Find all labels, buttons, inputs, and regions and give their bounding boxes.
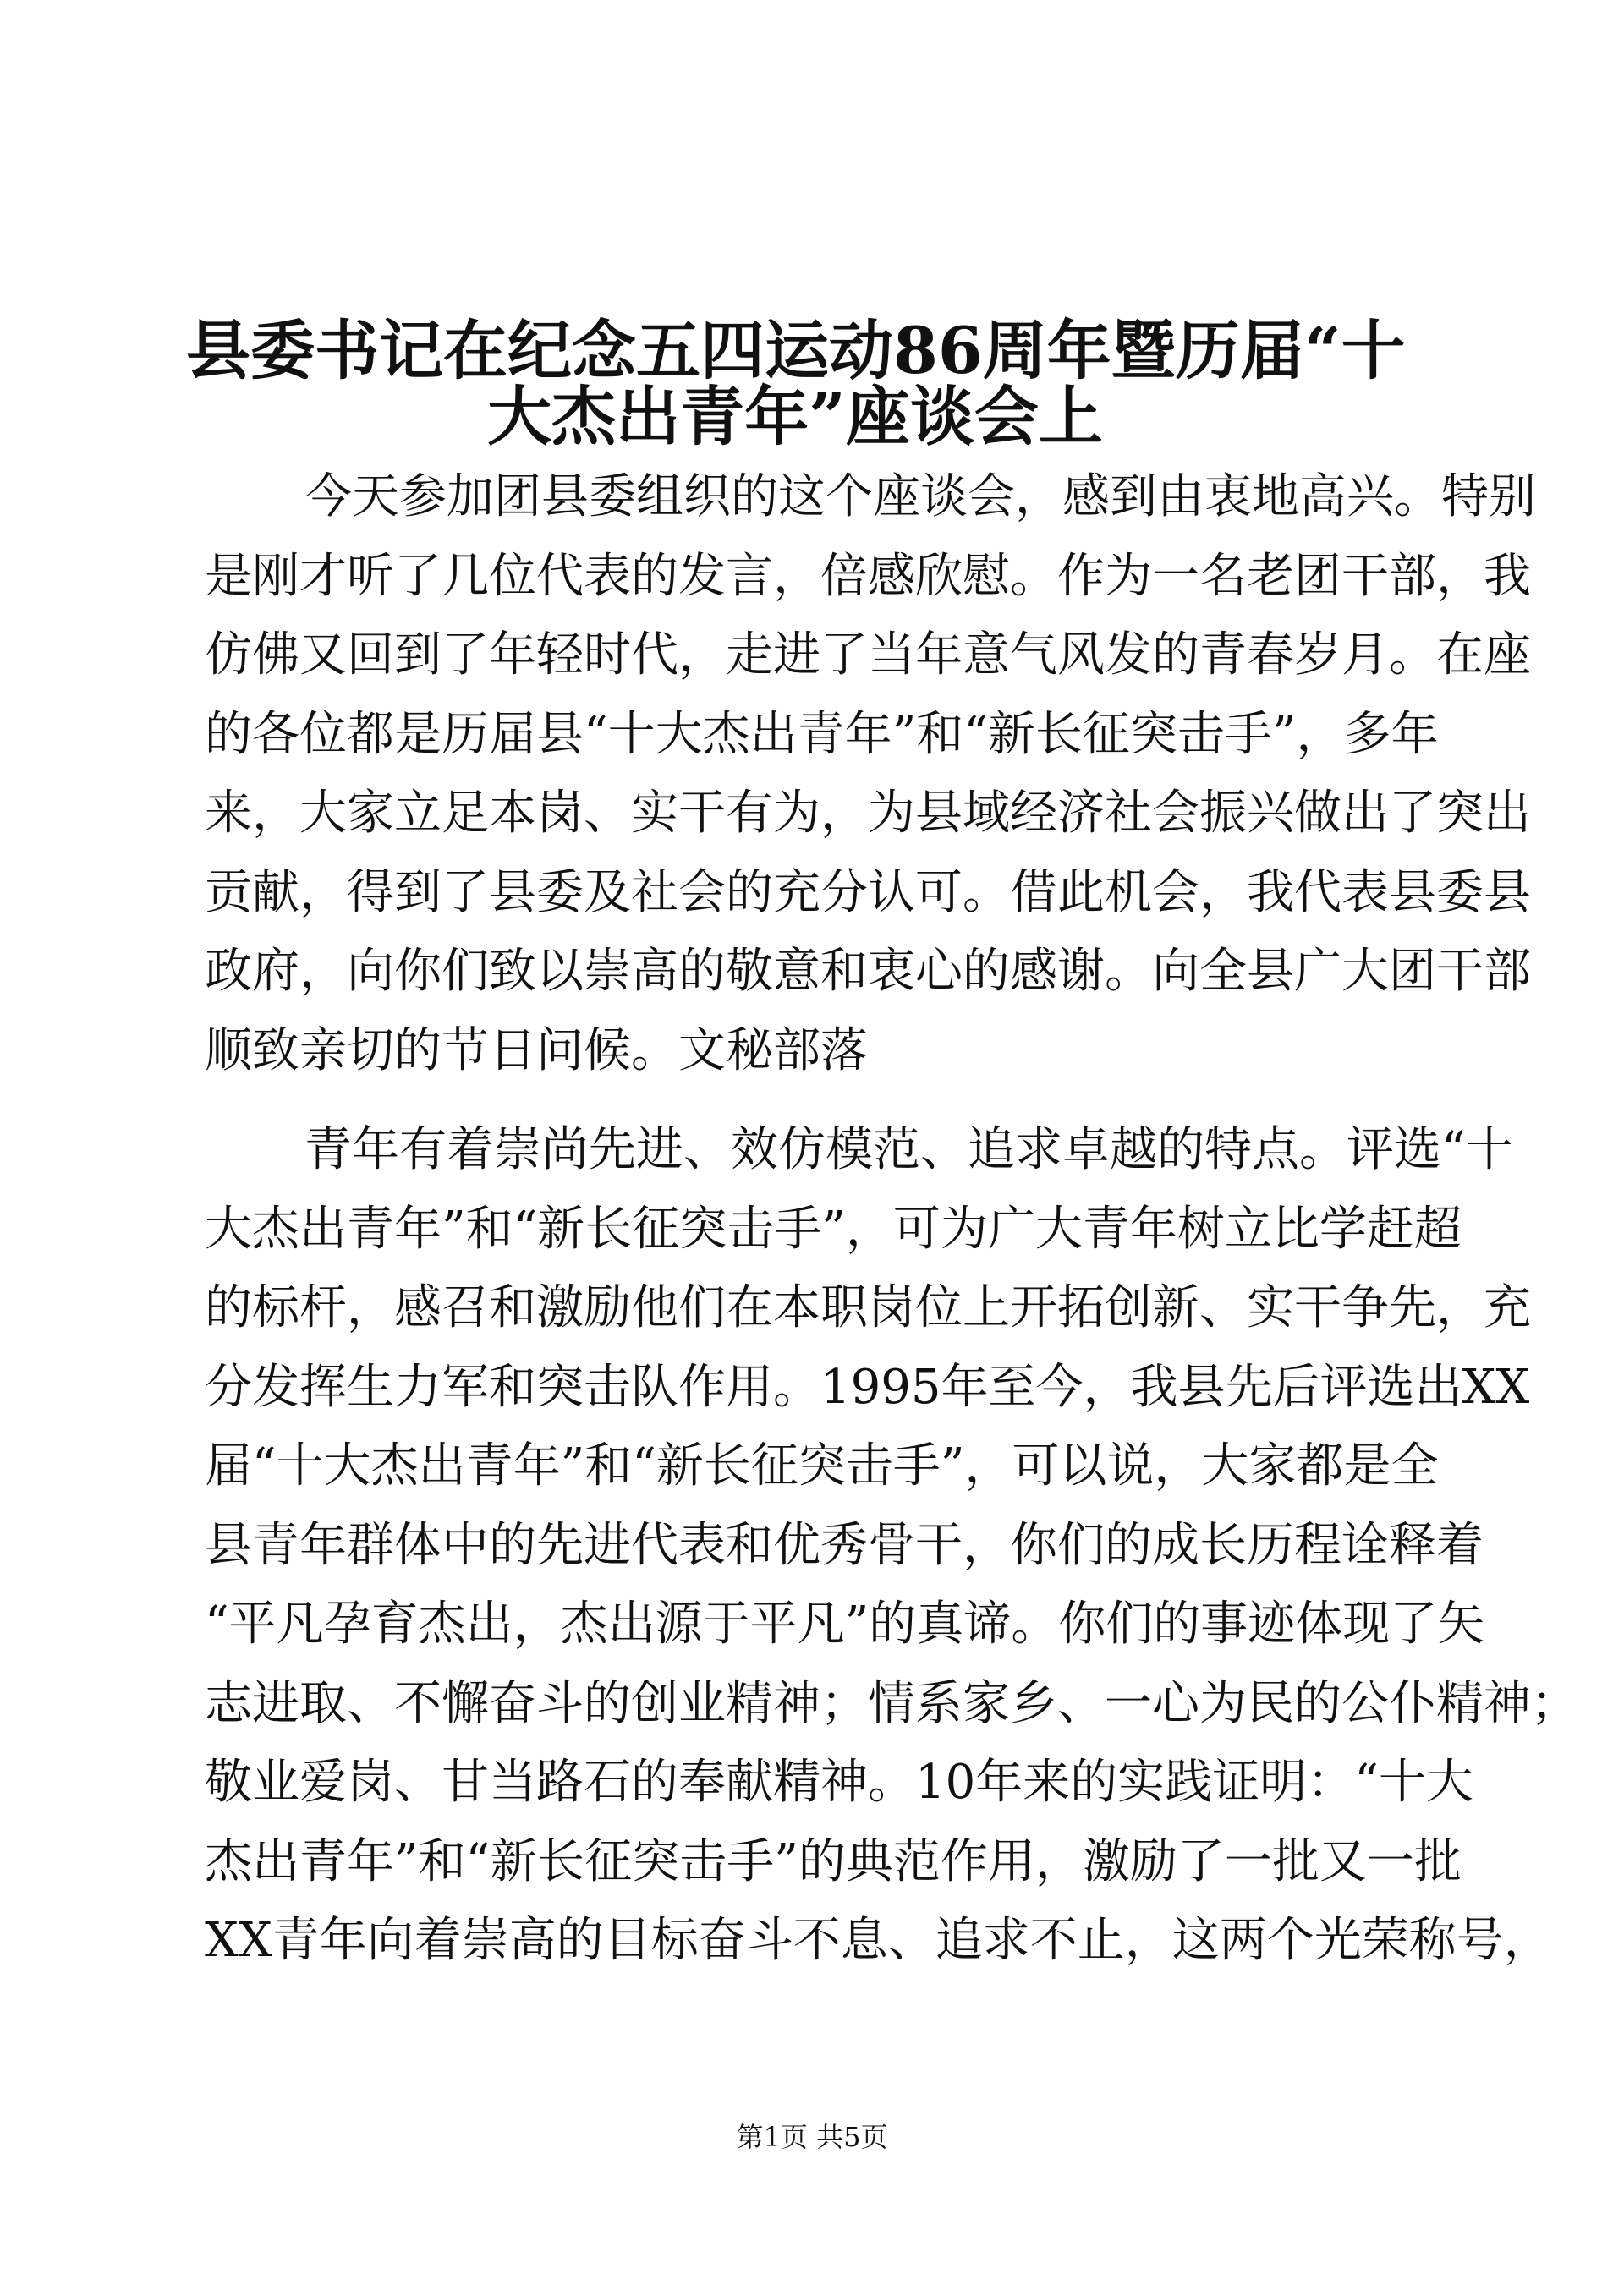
body-text-line: 是刚才听了几位代表的发言，倍感欣慰。作为一名老团干部，我 (205, 548, 1531, 604)
body-text-line: 的标杆，感召和激励他们在本职岗位上开拓创新、实干争先，充 (205, 1280, 1531, 1335)
body-text-line: 届“十大杰出青年”和“新长征突击手”，可以说，大家都是全 (205, 1438, 1439, 1493)
body-text-line: 杰出青年”和“新长征突击手”的典范作用，激励了一批又一批 (205, 1833, 1462, 1889)
body-text-line: XX青年向着崇高的目标奋斗不息、追求不止，这两个光荣称号， (205, 1913, 1551, 1968)
page-footer: 第1页 共5页 (736, 2121, 888, 2153)
document-title-line-1: 县委书记在纪念五四运动86周年暨历届“十 (186, 313, 1406, 388)
body-text-line: 县青年群体中的先进代表和优秀骨干，你们的成长历程诠释着 (205, 1517, 1484, 1573)
body-text-line: 敬业爱岗、甘当路石的奉献精神。10年来的实践证明：“十大 (205, 1755, 1473, 1810)
body-text-line: 大杰出青年”和“新长征突击手”，可为广大青年树立比学赶超 (205, 1201, 1462, 1257)
body-text-line: 来，大家立足本岗、实干有为，为县域经济社会振兴做出了突出 (205, 786, 1531, 841)
document-title-line-2: 大杰出青年”座谈会上 (487, 379, 1103, 454)
body-text-line: 分发挥生力军和突击队作用。1995年至今，我县先后评选出XX (205, 1359, 1530, 1415)
body-text-line: 仿佛又回到了年轻时代，走进了当年意气风发的青春岁月。在座 (205, 627, 1531, 682)
body-text-line: “平凡孕育杰出，杰出源于平凡”的真谛。你们的事迹体现了矢 (205, 1597, 1485, 1652)
body-text-line: 顺致亲切的节日问候。文秘部落 (205, 1022, 868, 1078)
body-text-line: 政府，向你们致以崇高的敬意和衷心的感谢。向全县广大团干部 (205, 944, 1531, 999)
body-text-line: 的各位都是历届县“十大杰出青年”和“新长征突击手”，多年 (205, 706, 1439, 762)
body-text-line: 青年有着崇尚先进、效仿模范、追求卓越的特点。评选“十 (304, 1122, 1513, 1177)
body-text-line: 贡献，得到了县委及社会的充分认可。借此机会，我代表县委县 (205, 864, 1531, 920)
body-text-line: 今天参加团县委组织的这个座谈会，感到由衷地高兴。特别 (304, 469, 1536, 524)
body-text-line: 志进取、不懈奋斗的创业精神；情系家乡、一心为民的公仆精神； (205, 1675, 1578, 1731)
